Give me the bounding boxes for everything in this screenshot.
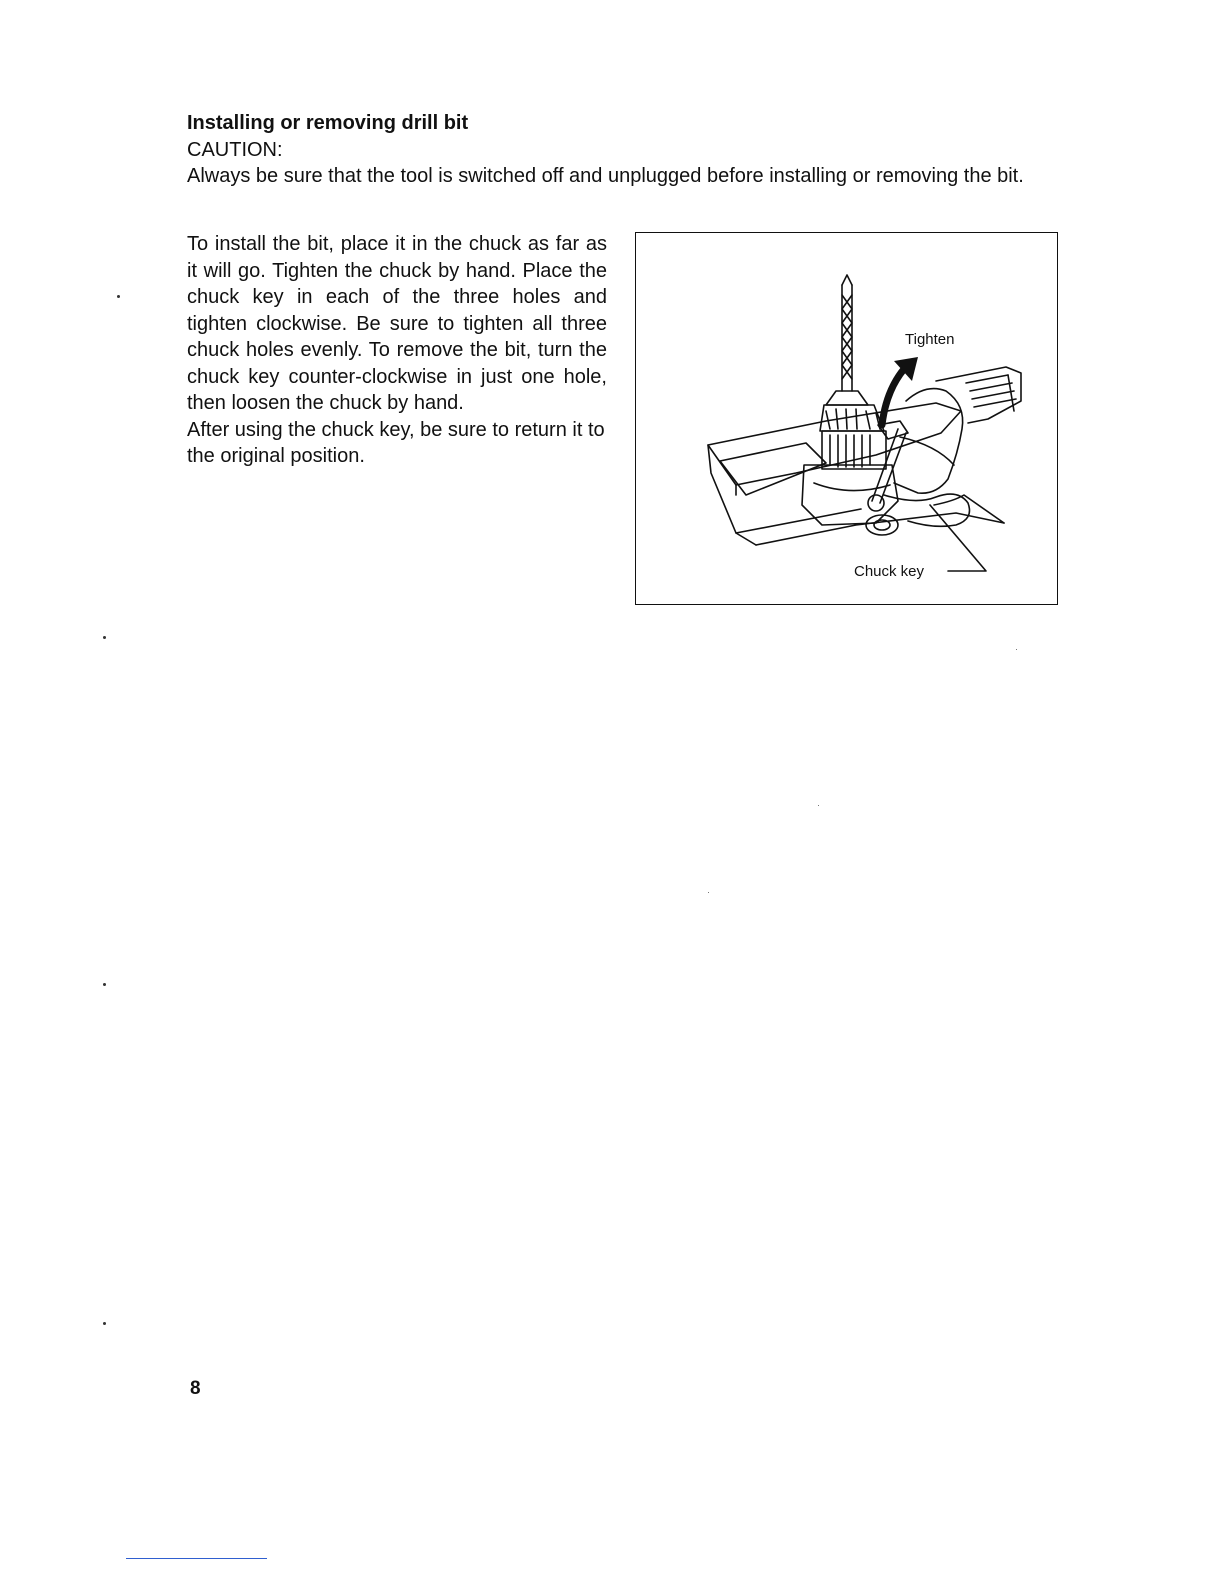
page-number: 8 — [190, 1378, 201, 1399]
margin-dot — [103, 983, 106, 986]
scan-speck — [708, 892, 709, 893]
chuck-key-figure — [635, 232, 1058, 605]
caution-label: CAUTION: — [187, 139, 283, 161]
instructions-paragraph-return-key: After using the chuck key, be sure to return it to the original position. — [187, 418, 605, 467]
margin-dot — [103, 1322, 106, 1325]
chuck-key-label: Chuck key — [854, 563, 925, 580]
instructions-column — [187, 231, 607, 470]
drill-chuck-illustration — [636, 233, 1059, 606]
instructions-paragraph-install: To install the bit, place it in the chuck as far as it will go. Tighten the chuck by hand. Place the chuck key in each of the three holes and tighten clockwise. Be sure to tighten all three chuck holes evenly. To remove the bit, turn the chuck key counter-clockwise in just one hole, then loosen the chuck by hand. — [187, 233, 607, 414]
scan-speck — [1016, 649, 1017, 650]
caution-text: Always be sure that the tool is switched off and unplugged before installing or removing the bit. — [187, 165, 1024, 187]
section-heading: Installing or removing drill bit — [187, 112, 469, 134]
tighten-label: Tighten — [905, 331, 955, 348]
scan-speck — [818, 805, 819, 806]
margin-dot — [103, 636, 106, 639]
bottom-rule — [126, 1558, 267, 1559]
margin-dot — [117, 295, 120, 298]
